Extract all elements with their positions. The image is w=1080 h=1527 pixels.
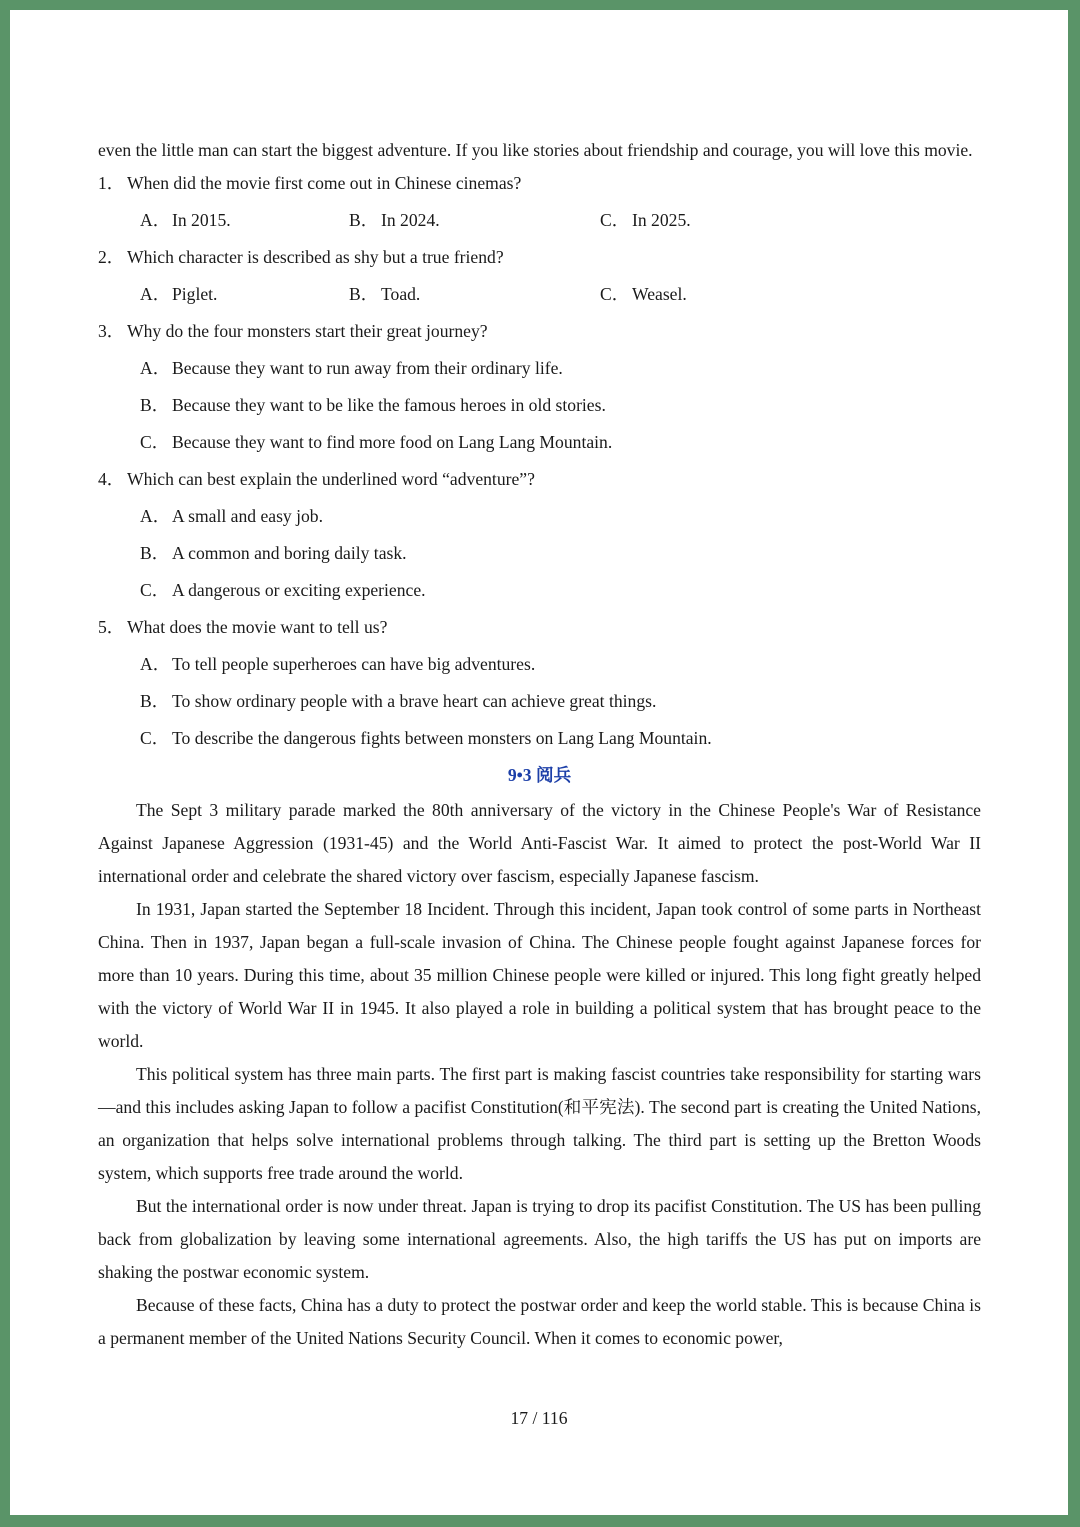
question-number: 2． (98, 247, 125, 267)
question-text: What does the movie want to tell us? (127, 617, 388, 637)
question-1 (98, 167, 981, 200)
document-page (10, 10, 1068, 1515)
question-2-options (98, 278, 981, 311)
question-text: Which can best explain the underlined word “adventure”? (127, 469, 535, 489)
question-text: When did the movie first come out in Chinese cinemas? (127, 173, 522, 193)
intro-paragraph: even the little man can start the biggest adventure. If you like stories about friendship and courage, you will love this movie. (98, 140, 973, 160)
article-paragraph-2: In 1931, Japan started the September 18 Incident. Through this incident, Japan took control of some parts in Northeast China. Then in 1937, Japan began a full-scale invasion of China. The Chinese people fought against Japanese forces for more than 10 years. During this time, about 35 million Chinese people were killed or injured. This long fight greatly helped with the victory of World War II in 1945. It also played a role in building a political system that has brought peace to the world. (98, 899, 981, 1051)
question-4 (98, 463, 981, 496)
option-c: C． In 2025. (600, 210, 691, 230)
option-b: B． Toad. (349, 284, 421, 304)
article-paragraph-4: But the international order is now under threat. Japan is trying to drop its pacifist Constitution. The US has been pulling back from globalization by leaving some international agreements. Also, the high tariffs the US has put on imports are shaking the postwar economic system. (98, 1196, 981, 1282)
article-paragraph-3: This political system has three main parts. The first part is making fascist countries take responsibility for starting wars—and this includes asking Japan to follow a pacifist Constitution(和平宪法). The second part is creating the United Nations, an organization that helps solve international problems through talking. The third part is setting up the Bretton Woods system, which supports free trade around the world. (98, 1064, 981, 1183)
option-c: C． A dangerous or exciting experience. (140, 580, 426, 600)
question-text: Which character is described as shy but a true friend? (127, 247, 504, 267)
question-text: Why do the four monsters start their great journey? (127, 321, 488, 341)
option-c: C． Because they want to find more food on Lang Lang Mountain. (140, 432, 613, 452)
question-number: 3． (98, 321, 125, 341)
question-3 (98, 315, 981, 348)
option-c: C． To describe the dangerous fights between monsters on Lang Lang Mountain. (140, 728, 712, 748)
question-number: 5． (98, 617, 125, 637)
question-number: 4． (98, 469, 125, 489)
page-content (98, 134, 981, 1355)
article-paragraph-1: The Sept 3 military parade marked the 80th anniversary of the victory in the Chinese People's War of Resistance Against Japanese Aggression (1931-45) and the World Anti-Fascist War. It aimed to protect the post-World War II international order and celebrate the shared victory over fascism, especially Japanese fascism. (98, 800, 981, 886)
article-paragraph-5: Because of these facts, China has a duty to protect the postwar order and keep the world stable. This is because China is a permanent member of the United Nations Security Council. When it comes to economic power, (98, 1295, 981, 1348)
page-number: 17 / 116 (510, 1408, 568, 1428)
section-title: 9•3 阅兵 (507, 765, 572, 785)
option-a: A．A small and easy job. (140, 506, 323, 526)
option-c: C． Weasel. (600, 284, 687, 304)
option-b: B． Because they want to be like the famous heroes in old stories. (140, 395, 606, 415)
option-b: B． To show ordinary people with a brave heart can achieve great things. (140, 691, 657, 711)
option-a: A．To tell people superheroes can have big adventures. (140, 654, 536, 674)
question-1-options (98, 204, 981, 237)
option-a: A．Because they want to run away from their ordinary life. (140, 358, 563, 378)
option-a: A．In 2015. (140, 210, 231, 230)
option-a: A．Piglet. (140, 284, 218, 304)
question-5 (98, 611, 981, 644)
question-2 (98, 241, 981, 274)
question-number: 1． (98, 173, 125, 193)
option-b: B． In 2024. (349, 210, 440, 230)
option-b: B． A common and boring daily task. (140, 543, 407, 563)
